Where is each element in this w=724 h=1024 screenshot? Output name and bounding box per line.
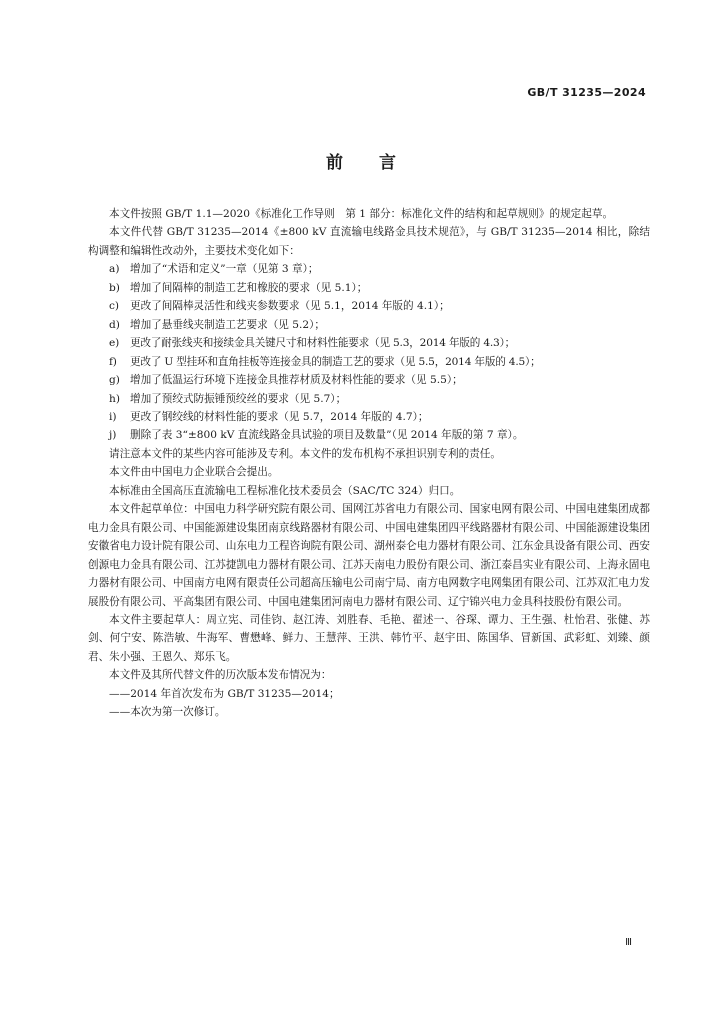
paragraph-replacement: 本文件代替 GB/T 31235—2014《±800 kV 直流输电线路金具技术规范》，与 GB/T 31235—2014 相比，除结构调整和编辑性改动外，主要技术变化如下：	[88, 226, 650, 257]
list-item	[88, 390, 650, 408]
list-item	[88, 334, 650, 352]
paragraph-proposer: 本文件由中国电力企业联合会提出。	[109, 466, 279, 479]
title-char-2: 言	[379, 153, 398, 173]
list-text: 更改了间隔棒灵活性和线夹参数要求（见 5.1，2014 年版的 4.1）；	[130, 300, 450, 313]
list-marker: c)	[109, 300, 120, 313]
list-marker: d)	[109, 318, 120, 331]
list-marker: h)	[109, 392, 120, 405]
list-item	[88, 371, 650, 389]
list-marker: a)	[109, 263, 120, 276]
list-text: 增加了低温运行环境下连接金具推荐材质及材料性能的要求（见 5.5）；	[130, 374, 463, 387]
list-item	[88, 353, 650, 371]
list-text: 删除了表 3“±800 kV 直流线路金具试验的项目及数量”（见 2014 年版的第 7 章）。	[130, 429, 524, 442]
list-item	[88, 408, 650, 426]
list-marker: g)	[109, 374, 120, 387]
paragraph-history-intro: 本文件及其所代替文件的历次版本发布情况为：	[109, 669, 332, 682]
paragraph-drafters: 本文件主要起草人：周立宪、司佳钧、赵江涛、刘胜春、毛艳、翟述一、谷琛、谭力、王生强、杜怡君、张健、苏剑、何宁安、陈浩敏、牛海军、曹懋峰、鲜力、王慧萍、王洪、韩竹平、赵宇田、陈国华、冒新国、武彩虹、刘臻、颜君、朱小强、王恩久、郑乐飞。	[88, 613, 650, 663]
list-text: 更改了钢绞线的材料性能的要求（见 5.7，2014 年版的 4.7）；	[130, 410, 429, 423]
list-text: 增加了悬垂线夹制造工艺要求（见 5.2）；	[130, 318, 326, 331]
list-item	[88, 297, 650, 315]
list-text: 更改了耐张线夹和接续金具关键尺寸和材料性能要求（见 5.3，2014 年版的 4.3）；	[130, 337, 516, 350]
history-item: ——2014 年首次发布为 GB/T 31235—2014；	[109, 687, 340, 700]
foreword-body	[88, 205, 650, 722]
list-item	[88, 260, 650, 278]
list-marker: j)	[109, 429, 117, 442]
paragraph-drafting-rules: 本文件按照 GB/T 1.1—2020《标准化工作导则 第 1 部分：标准化文件的结构和起草规则》的规定起草。	[109, 208, 614, 220]
list-text: 更改了 U 型挂环和直角挂板等连接金具的制造工艺的要求（见 5.5，2014 年版的 4.5）；	[130, 355, 541, 368]
standard-code: GB/T 31235—2024	[527, 86, 646, 99]
list-marker: b)	[109, 281, 120, 294]
paragraph-patent: 请注意本文件的某些内容可能涉及专利。本文件的发布机构不承担识别专利的责任。	[109, 447, 501, 460]
list-text: 增加了间隔棒的制造工艺和橡胶的要求（见 5.1）；	[130, 281, 368, 294]
paragraph-committee: 本标准由全国高压直流输电工程标准化技术委员会（SAC/TC 324）归口。	[109, 484, 461, 497]
list-text: 增加了预绞式防振锤预绞丝的要求（见 5.7）；	[130, 392, 347, 405]
list-marker: e)	[109, 337, 120, 350]
page-title	[0, 148, 724, 173]
title-char-1: 前	[326, 153, 345, 173]
list-text: 增加了“术语和定义”一章（见第 3 章）；	[130, 263, 319, 276]
history-item: ——本次为第一次修订。	[109, 706, 226, 719]
list-marker: i)	[109, 410, 117, 423]
list-item	[88, 279, 650, 297]
page-number: Ⅲ	[625, 937, 632, 948]
list-item	[88, 316, 650, 334]
list-marker: f)	[109, 355, 117, 368]
list-item	[88, 426, 650, 444]
paragraph-drafting-units: 本文件起草单位：中国电力科学研究院有限公司、国网江苏省电力有限公司、国家电网有限公司、中国电建集团成都电力金具有限公司、中国能源建设集团南京线路器材有限公司、中国电建集团四平线路器材有限公司、中国能源建设集团安徽省电力设计院有限公司、山东电力工程咨询院有限公司、湖州泰仑电力器材有限公司、江东金具设备有限公司、西安创源电力金具有限公司、江苏捷凯电力器材有限公司、江苏天南电力股份有限公司、浙江泰昌实业有限公司、上海永固电力器材有限公司、中国南方电网有限责任公司超高压输电公司南宁局、南方电网数字电网集团有限公司、江苏双汇电力发展股份有限公司、平高集团有限公司、中国电建集团河南电力器材有限公司、辽宁锦兴电力金具科技股份有限公司。	[88, 503, 650, 608]
